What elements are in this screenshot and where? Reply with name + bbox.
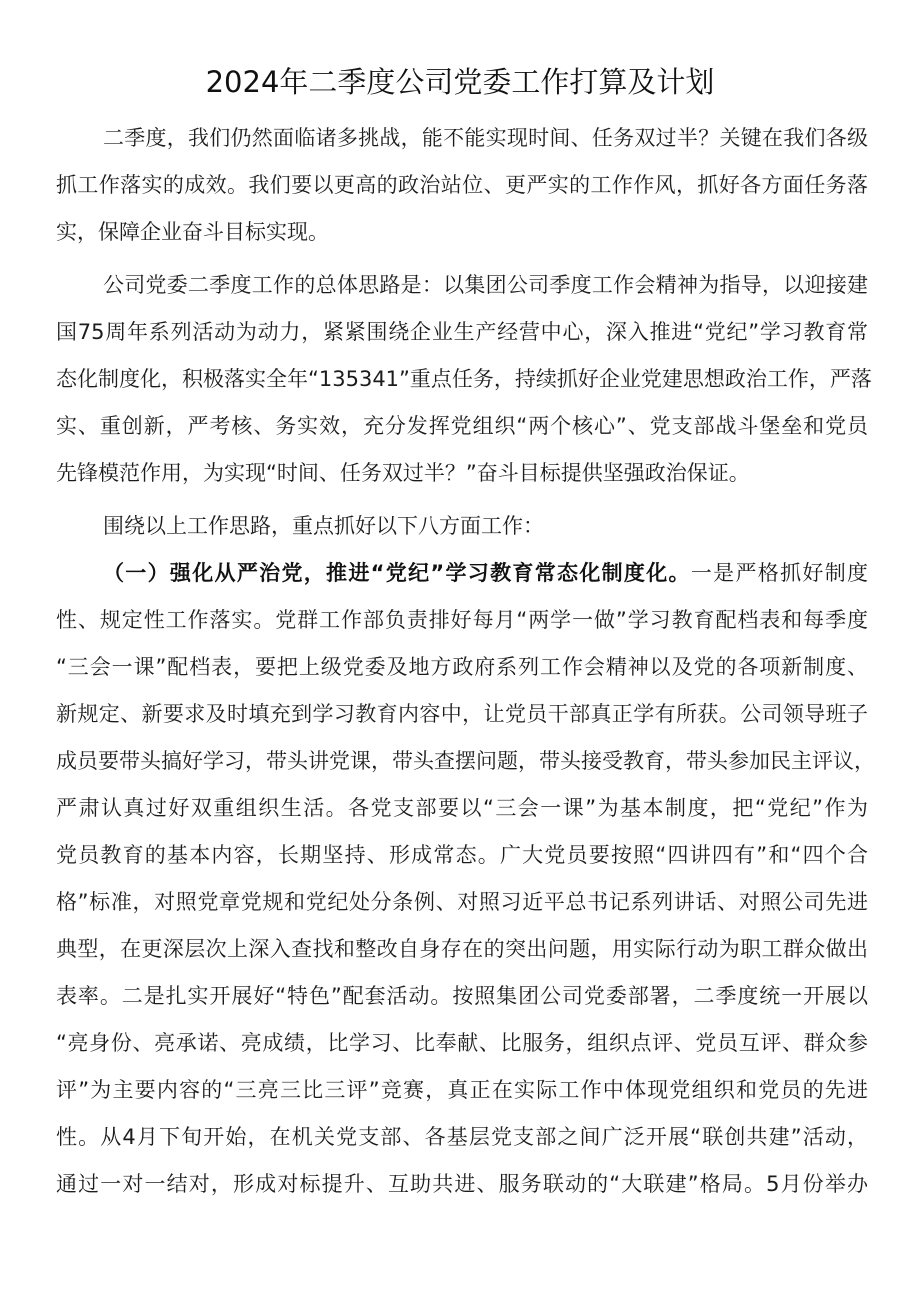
paragraph-line: 二季度，我们仍然面临诸多挑战，能不能实现时间、任务双过半？关键在我们各级 [103, 126, 868, 150]
paragraph-line: 国75周年系列活动为动力，紧紧围绕企业生产经营中心，深入推进“党纪”学习教育常 [56, 320, 868, 344]
section-lead-text: 一是严格抓好制度 [690, 561, 868, 585]
paragraph-line: 性、规定性工作落实。党群工作部负责排好每月“两学一做”学习教育配档表和每季度 [56, 608, 868, 632]
paragraph-line: “亮身份、亮承诺、亮成绩，比学习、比奉献、比服务，组织点评、党员互评、群众参 [56, 1031, 868, 1055]
paragraph-line: 先锋模范作用，为实现“时间、任务双过半？”奋斗目标提供坚强政治保证。 [56, 461, 750, 485]
document-title: 2024年二季度公司党委工作打算及计划 [205, 65, 715, 99]
section-heading-line [103, 553, 868, 593]
paragraph-line: 格”标准，对照党章党规和党纪处分条例、对照习近平总书记系列讲话、对照公司先进 [56, 890, 868, 914]
paragraph-line: 公司党委二季度工作的总体思路是：以集团公司季度工作会精神为指导，以迎接建 [103, 273, 868, 297]
paragraph-line: 围绕以上工作思路，重点抓好以下八方面工作： [103, 514, 544, 538]
paragraph-line: 抓工作落实的成效。我们要以更高的政治站位、更严实的工作作风，抓好各方面任务落 [56, 173, 868, 197]
paragraph-line: 新规定、新要求及时填充到学习教育内容中，让党员干部真正学有所获。公司领导班子 [56, 702, 868, 726]
paragraph-line: 党员教育的基本内容，长期坚持、形成常态。广大党员要按照“四讲四有”和“四个合 [56, 843, 868, 867]
paragraph-line: 成员要带头搞好学习，带头讲党课，带头查摆问题，带头接受教育，带头参加民主评议， [56, 749, 875, 773]
paragraph-line: 性。从4月下旬开始，在机关党支部、各基层党支部之间广泛开展“联创共建”活动， [56, 1125, 868, 1149]
paragraph-line: 实，保障企业奋斗目标实现。 [56, 220, 329, 244]
paragraph-line: “三会一课”配档表，要把上级党委及地方政府系列工作会精神以及党的各项新制度、 [56, 655, 868, 679]
paragraph-line: 评”为主要内容的“三亮三比三评”竞赛，真正在实际工作中体现党组织和党员的先进 [56, 1078, 868, 1102]
paragraph-line: 实、重创新，严考核、务实效，充分发挥党组织“两个核心”、党支部战斗堡垒和党员 [56, 414, 868, 438]
paragraph-line: 表率。二是扎实开展好“特色”配套活动。按照集团公司党委部署，二季度统一开展以 [56, 984, 868, 1008]
section-heading: （一）强化从严治党，推进“党纪”学习教育常态化制度化。 [103, 561, 691, 585]
paragraph-line: 典型，在更深层次上深入查找和整改自身存在的突出问题，用实际行动为职工群众做出 [56, 937, 868, 961]
paragraph-line: 严肃认真过好双重组织生活。各党支部要以“三会一课”为基本制度，把“党纪”作为 [56, 796, 868, 820]
paragraph-line: 态化制度化，积极落实全年“135341”重点任务，持续抓好企业党建思想政治工作，严落 [56, 367, 872, 391]
paragraph-line: 通过一对一结对，形成对标提升、互助共进、服务联动的“大联建”格局。5月份举办 [56, 1172, 868, 1196]
